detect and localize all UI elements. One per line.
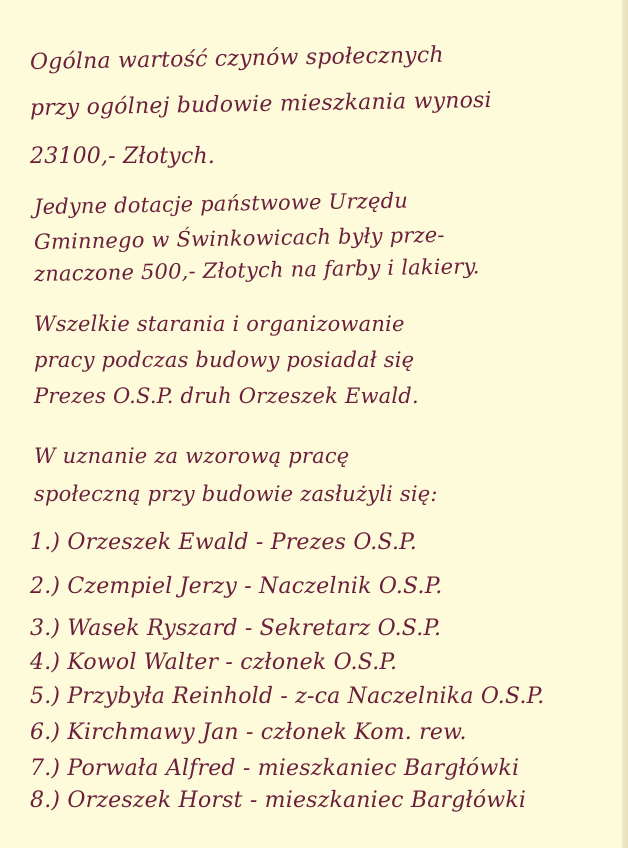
member-item-6: 6.) Kirchmawy Jan - członek Kom. rew. bbox=[30, 720, 467, 745]
member-item-3: 3.) Wasek Ryszard - Sekretarz O.S.P. bbox=[30, 616, 442, 641]
value-line-3: 23100,- Złotych. bbox=[30, 144, 216, 169]
recognition-line-2: społeczną przy budowie zasłużyli się: bbox=[34, 482, 438, 506]
effort-line-3: Prezes O.S.P. druh Orzeszek Ewald. bbox=[34, 384, 419, 408]
value-line-1: Ogólna wartość czynów społecznych bbox=[29, 42, 444, 75]
recognition-line-1: W uznanie za wzorową pracę bbox=[34, 444, 350, 468]
member-item-7: 7.) Porwała Alfred - mieszkaniec Bargłówki bbox=[30, 756, 520, 781]
effort-line-2: pracy podczas budowy posiadał się bbox=[34, 348, 415, 372]
member-item-8: 8.) Orzeszek Horst - mieszkaniec Bargłówki bbox=[30, 788, 527, 813]
effort-line-1: Wszelkie starania i organizowanie bbox=[34, 312, 405, 336]
grant-line-3: znaczone 500,- Złotych na farby i lakiery. bbox=[33, 254, 480, 286]
grant-line-2: Gminnego w Świnkowicach były prze- bbox=[33, 222, 445, 254]
member-item-2: 2.) Czempiel Jerzy - Naczelnik O.S.P. bbox=[30, 574, 443, 599]
value-line-2: przy ogólnej budowie mieszkania wynosi bbox=[29, 87, 492, 121]
paper-edge bbox=[622, 0, 628, 848]
member-item-5: 5.) Przybyła Reinhold - z-ca Naczelnika O.S.P. bbox=[30, 684, 545, 709]
member-item-1: 1.) Orzeszek Ewald - Prezes O.S.P. bbox=[30, 530, 417, 555]
member-item-4: 4.) Kowol Walter - członek O.S.P. bbox=[30, 650, 398, 675]
grant-line-1: Jedyne dotacje państwowe Urzędu bbox=[33, 188, 409, 219]
